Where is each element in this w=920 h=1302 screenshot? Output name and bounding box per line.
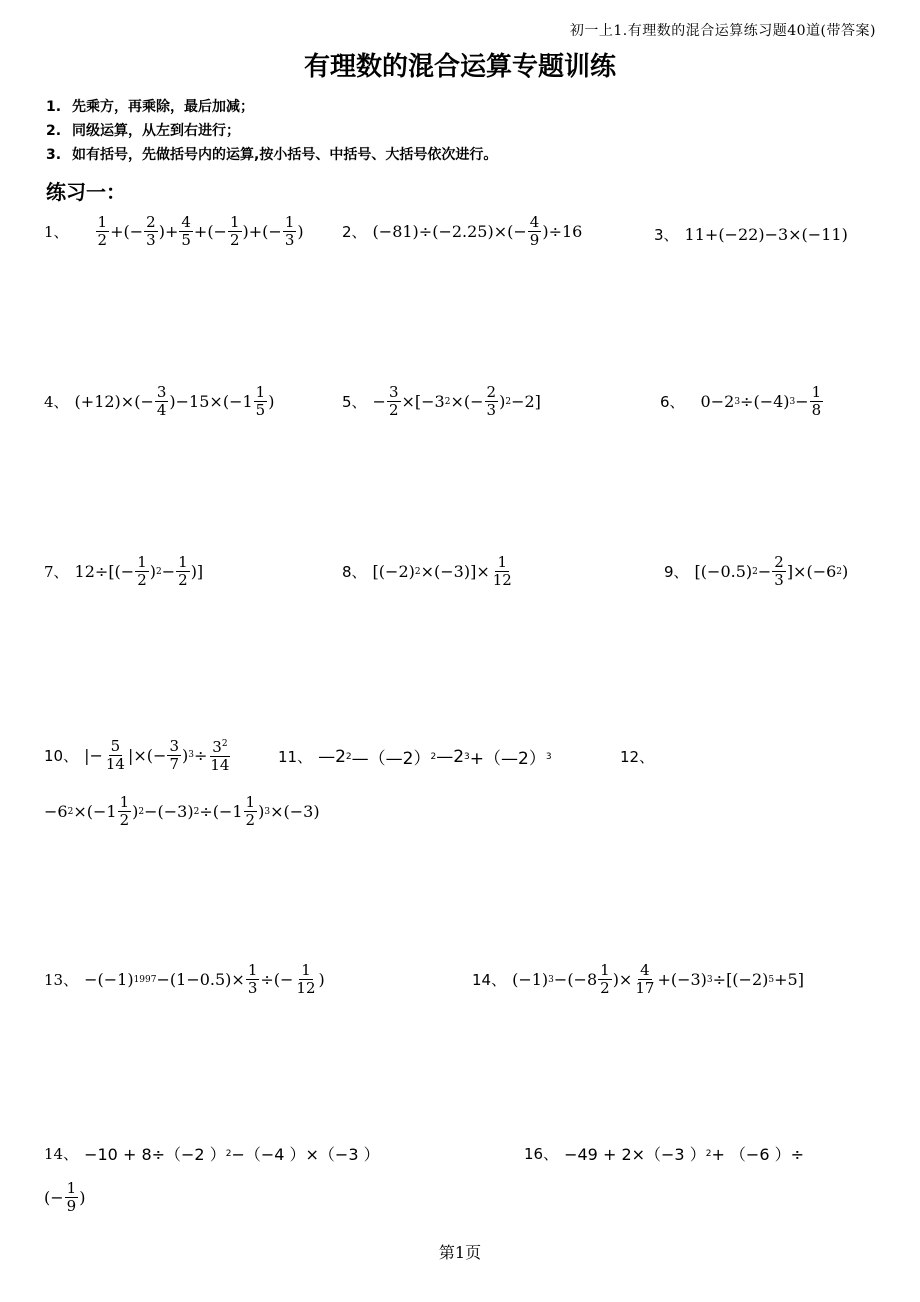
page-header: 初一上1.有理数的混合运算练习题40道(带答案) bbox=[569, 23, 876, 39]
problem-13: 13、 −(−1) 1997 −(1−0.5)× 1 3 ÷(− 1 12 ) bbox=[44, 961, 325, 997]
rule-3: 3. 如有括号，先做括号内的运算,按小括号、中括号、大括号依次进行。 bbox=[46, 147, 498, 163]
problem-4: 4、 (+12)×(− 3 4 )−15×(−1 1 5 ) bbox=[44, 383, 275, 419]
problem-10: 10、 |− 5 14 |×(− 3 7 ) 3 ÷ $3^2$ 14 bbox=[44, 736, 230, 774]
page-footer: 第1页 bbox=[438, 1243, 482, 1262]
problem-5: 5、 − 3 2 ×[−3 2 ×(− 2 3 ) 2 −2] bbox=[342, 383, 541, 419]
problem-14: 14、 (−1) 3 −(−8 1 2 )× 4 17 +(−3) 3 ÷[(−2) 5 +5] bbox=[472, 961, 804, 997]
problem-15: 14、 −10 + 8÷（−2 ） 2 −（−4 ）×（−3 ） bbox=[44, 1145, 380, 1164]
problem-16: 16、 −49 + 2×（−3 ） 2 + （−6 ）÷ bbox=[524, 1145, 805, 1164]
rule-1: 1. 先乘方，再乘除，最后加减； bbox=[46, 99, 254, 115]
problem-11: 11、 —2 2 —（—2） 2 —2 3 +（—2） 3 bbox=[278, 746, 552, 769]
problem-7: 7、 12÷[(− 1 2 ) 2 − 1 2 )] bbox=[44, 553, 204, 589]
problem-1: 1、 1 2 +(− 2 3 )+ 4 5 +(− 1 2 )+(− 1 3 ) bbox=[44, 213, 304, 249]
problem-6: 6、 0−2 3 ÷(−4) 3 − 1 8 bbox=[660, 383, 822, 419]
problem-3: 3、 11+(−22)−3×(−11) bbox=[654, 225, 848, 244]
problem-9: 9、 [(−0.5) 2 − 2 3 ]×(−6 2 ) bbox=[664, 553, 849, 589]
page-title: 有理数的混合运算专题训练 bbox=[303, 52, 616, 82]
problem-2: 2、 (−81)÷(−2.25)×(− 4 9 )÷16 bbox=[342, 213, 583, 249]
problem-12: −6 2 ×(−1 1 2 ) 2 −(−3) 2 ÷(−1 1 2 ) 3 ×(−3) bbox=[44, 793, 320, 829]
problem-12-number: 12、 bbox=[620, 748, 655, 766]
problem-16-continued: (− 1 9 ) bbox=[44, 1179, 86, 1215]
rule-2: 2. 同级运算，从左到右进行； bbox=[46, 123, 240, 139]
problem-8: 8、 [(−2) 2 ×(−3)]× 1 12 bbox=[342, 553, 512, 589]
section-heading: 练习一： bbox=[46, 180, 126, 204]
